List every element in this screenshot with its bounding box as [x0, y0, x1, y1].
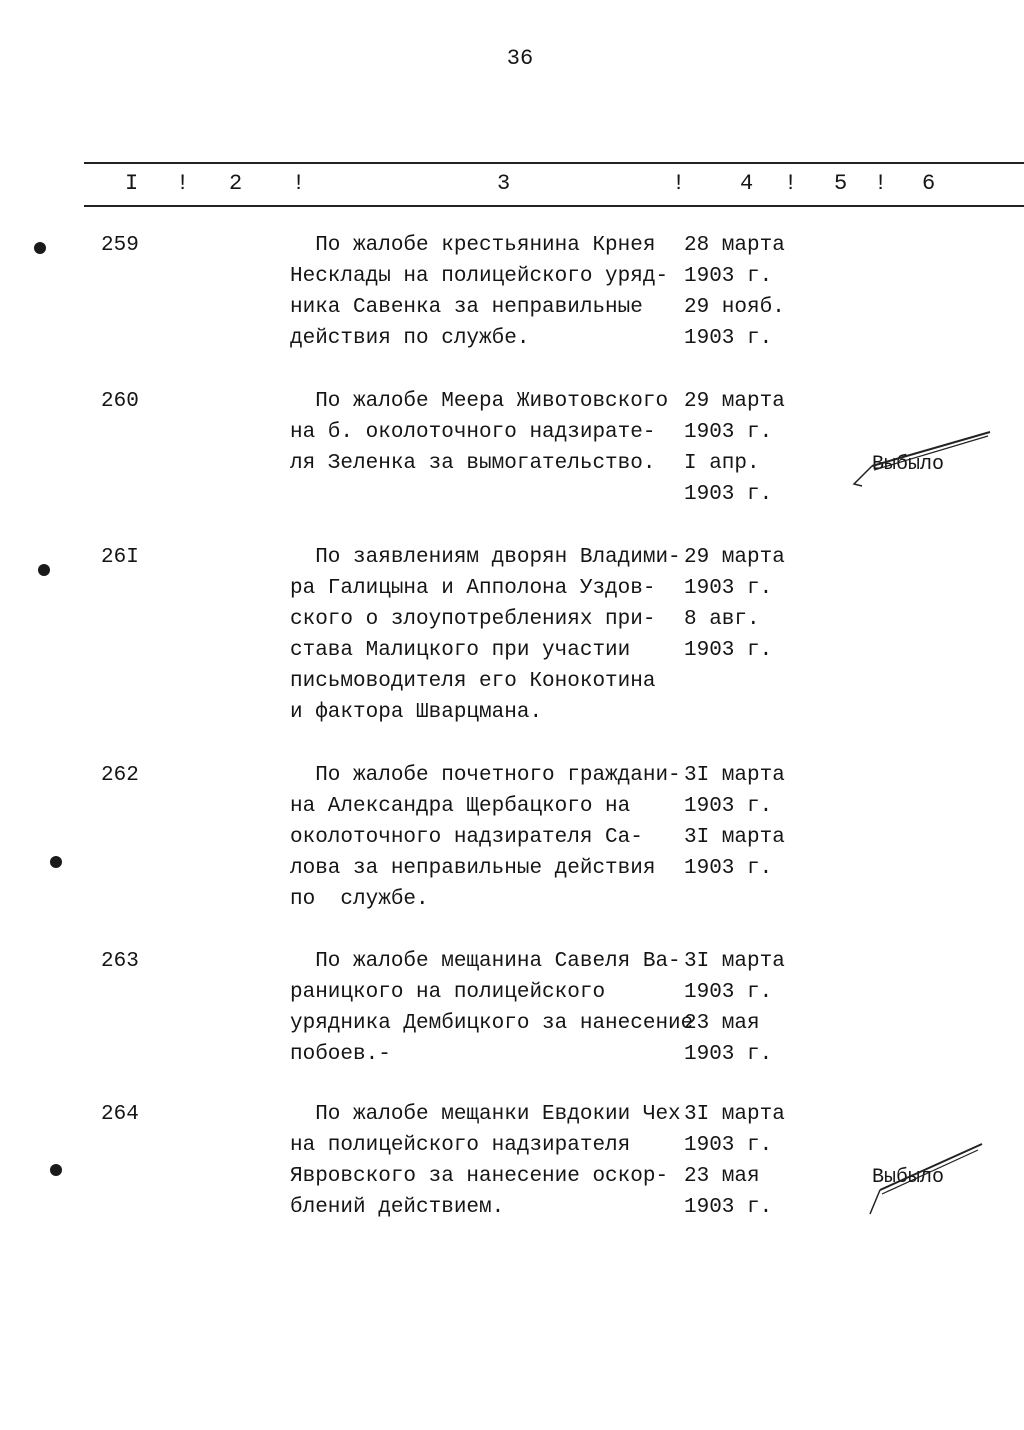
header-col-3: 3: [497, 171, 511, 196]
header-col-6: 6: [922, 171, 936, 196]
entry-dates-259: 28 марта 1903 г. 29 нояб. 1903 г.: [684, 234, 785, 350]
binder-hole-mark: [50, 856, 62, 868]
header-bottom-rule: [84, 205, 1024, 207]
header-separator-1: !: [176, 171, 190, 196]
header-col-2: 2: [229, 171, 243, 196]
entry-status-260: Выбыло: [872, 453, 945, 476]
header-separator-4: !: [784, 171, 798, 196]
entry-number-260: 260: [101, 390, 139, 413]
entry-number-263: 263: [101, 950, 139, 973]
entry-description-263: По жалобе мещанина Савеля Ва- раницкого на полицейского урядника Дембицкого за нанесение побоев.-: [290, 950, 694, 1066]
header-col-1: I: [125, 171, 139, 196]
entry-description-262: По жалобе почетного граждани- на Александра Щербацкого на околоточного надзирателя Са- лова за неправильные действия по службе.: [290, 764, 681, 911]
entry-description-260: По жалобе Меера Животовского на б. околоточного надзирате- ля Зеленка за вымогательство.: [290, 390, 669, 475]
entry-status-264: Выбыло: [872, 1166, 945, 1189]
binder-hole-mark: [34, 242, 46, 254]
entry-description-259: По жалобе крестьянина Крнея Несклады на полицейского уряд- ника Савенка за неправильные действия по службе.: [290, 234, 669, 350]
strike-mark-icon: [850, 1140, 1000, 1220]
entry-dates-264: 3I марта 1903 г. 23 мая 1903 г.: [684, 1103, 785, 1219]
entry-number-261: 26I: [101, 546, 139, 569]
entry-number-262: 262: [101, 764, 139, 787]
header-separator-5: !: [874, 171, 888, 196]
entry-dates-261: 29 марта 1903 г. 8 авг. 1903 г.: [684, 546, 785, 662]
strike-mark-icon: [850, 426, 1000, 492]
entry-dates-262: 3I марта 1903 г. 3I марта 1903 г.: [684, 764, 785, 880]
entry-dates-260: 29 марта 1903 г. I апр. 1903 г.: [684, 390, 785, 506]
header-top-rule: [84, 162, 1024, 164]
entry-number-259: 259: [101, 234, 139, 257]
page-number: 36: [506, 46, 534, 71]
header-separator-3: !: [672, 171, 686, 196]
binder-hole-mark: [50, 1164, 62, 1176]
header-col-5: 5: [834, 171, 848, 196]
binder-hole-mark: [38, 564, 50, 576]
entry-dates-263: 3I марта 1903 г. 23 мая 1903 г.: [684, 950, 785, 1066]
entry-number-264: 264: [101, 1103, 139, 1126]
header-separator-2: !: [292, 171, 306, 196]
header-col-4: 4: [740, 171, 754, 196]
entry-description-261: По заявлениям дворян Владими- ра Галицына и Апполона Уздов- ского о злоупотреблениях при- става Малицкого при участии письмоводителя его Конокотина и фактора Шварцмана.: [290, 546, 681, 724]
entry-description-264: По жалобе мещанки Евдокии Чех на полицейского надзирателя Явровского за нанесение оскор- блений действием.: [290, 1103, 681, 1219]
